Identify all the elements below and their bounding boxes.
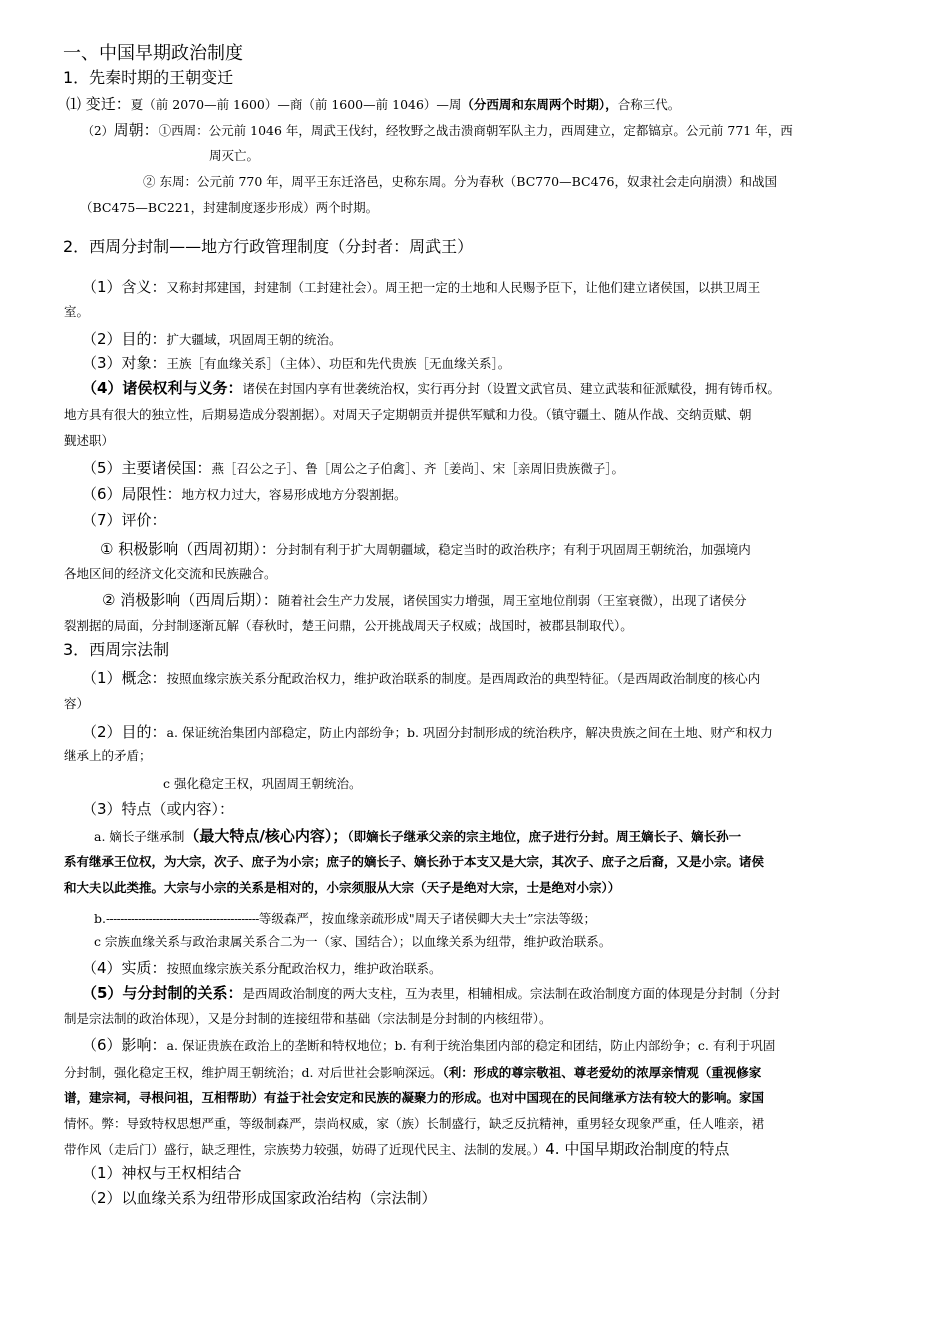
meaning-text: 又称封邦建国，封建制（工封建社会）。周王把一定的土地和人民赐予臣下，让他们建立诸侯国，以拱卫周王 xyxy=(166,280,761,295)
change-emphasis: （分西周和东周两个时期）， xyxy=(461,97,618,112)
feature-b-line xyxy=(94,910,596,928)
section-4-heading: 4. 中国早期政治制度的特点 xyxy=(545,1140,730,1158)
negative-label: ② 消极影响（西周后期）： xyxy=(102,591,278,609)
purpose-line xyxy=(82,331,342,349)
positive-label: ① 积极影响（西周初期）： xyxy=(100,540,276,558)
negative-line xyxy=(102,592,746,610)
essence-label: （4）实质： xyxy=(82,959,167,977)
relation-text-cont: 制是宗法制的政治体现），又是分封制的连接纽带和基础（宗法制是分封制的内核纽带）。 xyxy=(64,1011,552,1026)
influence-line-2 xyxy=(64,1064,761,1082)
purpose-text: 扩大疆域，巩固周王朝的统治。 xyxy=(166,332,342,347)
features-label: （3）特点（或内容）： xyxy=(82,800,235,818)
feature-b-prefix: b. xyxy=(94,911,106,926)
positive-text-cont: 各地区间的经济文化交流和民族融合。 xyxy=(64,566,277,581)
zongfa-purpose-text: a. 保证统治集团内部稳定，防止内部纷争；b. 巩固分封制形成的统治秩序，解决贵族之间在土地、财产和权力 xyxy=(166,725,773,740)
feature-b-text: 等级森严，按血缘亲疏形成"周天子诸侯卿大夫士”宗法等级； xyxy=(258,911,596,926)
feature-a-text: （即嫡长子继承父亲的宗主地位，庶子进行分封。周王嫡长子、嫡长孙一 xyxy=(347,829,742,844)
change-text: 夏（前 2070—前 1600）—商（前 1600—前 1046）—周 xyxy=(130,97,462,112)
rights-text: 诸侯在封国内享有世袭统治权，实行再分封（设置文武官员、建立武装和征派赋役，拥有铸币权。 xyxy=(242,381,780,396)
states-line xyxy=(82,460,624,478)
zongfa-purpose-label: （2）目的： xyxy=(82,723,167,741)
influence-line-5 xyxy=(64,1141,729,1159)
rights-text-cont-1: 地方具有很大的独立性，后期易造成分裂割据）。对周天子定期朝贡并提供军赋和力役。（镇守疆土、随从作战、交纳贡赋、朝 xyxy=(64,407,752,422)
zhou-label: 周朝： xyxy=(113,121,159,139)
relation-label: （5）与分封制的关系： xyxy=(82,984,243,1002)
feature-a-emphasis: （最大特点/核心内容）； xyxy=(184,827,348,845)
influence-line xyxy=(82,1037,775,1055)
positive-text: 分封制有利于扩大周朝疆域，稳定当时的政治秩序；有利于巩固周王朝统治，加强境内 xyxy=(275,542,751,557)
influence-label: （6）影响： xyxy=(82,1036,167,1054)
negative-text-cont: 裂割据的局面，分封制逐渐瓦解（春秋时，楚王问鼎，公开挑战周天子权威；战国时，被郡县制取代）。 xyxy=(64,618,633,633)
change-label: ⑴ 变迁： xyxy=(66,95,131,113)
eval-label: （7）评价： xyxy=(82,511,167,529)
zongfa-purpose-cont-2: c 强化稳定王权，巩固周王朝统治。 xyxy=(163,776,362,791)
feature-a-prefix: a. 嫡长子继承制 xyxy=(94,829,185,844)
meaning-text-cont: 室。 xyxy=(64,304,90,319)
characteristic-1: （1）神权与王权相结合 xyxy=(82,1164,242,1182)
eastern-zhou-text-cont: （BC475—BC221，封建制度逐步形成）两个时期。 xyxy=(80,200,379,215)
influence-text-3: 谱，建宗祠，寻根问祖，互相帮助）有益于社会安定和民族的凝聚力的形成。也对中国现在的民间继承方法有较大的影响。家国 xyxy=(64,1090,765,1105)
zongfa-purpose-line xyxy=(82,724,773,742)
limit-line xyxy=(82,486,407,504)
influence-text-2: 分封制，强化稳定王权，维护周王朝统治；d. 对后世社会影响深远。 xyxy=(64,1065,443,1080)
essence-line xyxy=(82,960,442,978)
zhou-line-1 xyxy=(82,122,793,140)
change-line xyxy=(66,96,680,114)
zhou-number: （2） xyxy=(82,124,114,138)
rights-text-cont-2: 觐述职） xyxy=(64,433,115,448)
concept-label: （1）概念： xyxy=(82,669,167,687)
purpose-label: （2）目的： xyxy=(82,330,167,348)
change-end: 合称三代。 xyxy=(617,97,681,112)
western-zhou-text-cont: 周灭亡。 xyxy=(209,148,260,163)
states-text: 燕［召公之子］、鲁［周公之子伯禽］、齐［姜尚］、宋［亲周旧贵族微子］。 xyxy=(211,461,625,476)
influence-text-4: 情怀。弊：导致特权思想严重，等级制森严，崇尚权威，家（族）长制盛行，缺乏反抗精神，重男轻女现象严重，任人唯亲，裙 xyxy=(64,1116,765,1131)
section-1-heading: 1．先秦时期的王朝变迁 xyxy=(63,68,234,87)
negative-text: 随着社会生产力发展，诸侯国实力增强，周王室地位削弱（王室衰微），出现了诸侯分 xyxy=(277,593,747,608)
section-2-heading: 2．西周分封制——地方行政管理制度（分封者：周武王） xyxy=(63,237,474,256)
feature-c-text: c 宗族血缘关系与政治隶属关系合二为一（家、国结合）；以血缘关系为纽带，维护政治联系。 xyxy=(94,934,612,949)
rights-label: （4）诸侯权利与义务： xyxy=(82,379,243,397)
section-3-heading: 3．西周宗法制 xyxy=(63,640,170,659)
influence-text: a. 保证贵族在政治上的垄断和特权地位；b. 有利于统治集团内部的稳定和团结，防止内部纷争；c. 有利于巩固 xyxy=(166,1038,776,1053)
meaning-line xyxy=(82,279,760,297)
states-label: （5）主要诸侯国： xyxy=(82,459,212,477)
relation-line xyxy=(82,985,780,1003)
feature-a-line xyxy=(94,828,741,846)
concept-text: 按照血缘宗族关系分配政治权力，维护政治联系的制度。是西周政治的典型特征。（是西周政治制度的核心内 xyxy=(166,671,761,686)
feature-a-cont-1: 系有继承王位权，为大宗，次子、庶子为小宗；庶子的嫡长子、嫡长孙于本支又是大宗，其次子、庶子之后裔，又是小宗。诸侯 xyxy=(64,854,765,869)
influence-pros: （利：形成的尊宗敬祖、尊老爱幼的浓厚亲情观（重视修家 xyxy=(442,1065,762,1080)
concept-line xyxy=(82,670,760,688)
limit-label: （6）局限性： xyxy=(82,485,182,503)
object-label: （3）对象： xyxy=(82,354,167,372)
essence-text: 按照血缘宗族关系分配政治权力，维护政治联系。 xyxy=(166,961,442,976)
meaning-label: （1）含义： xyxy=(82,278,167,296)
zongfa-purpose-cont-1: 继承上的矛盾； xyxy=(64,748,152,763)
positive-line xyxy=(100,541,751,559)
western-zhou-text: ①西周：公元前 1046 年，周武王伐纣，经牧野之战击溃商朝军队主力，西周建立，定都镐京。公元前 771 年，西 xyxy=(158,123,793,138)
object-text: 王族［有血缘关系］（主体）、功臣和先代贵族［无血缘关系］。 xyxy=(166,356,511,371)
feature-a-cont-2: 和大夫以此类推。大宗与小宗的关系是相对的，小宗须服从大宗（天子是绝对大宗，士是绝对小宗）） xyxy=(64,880,621,895)
doc-title: 一、中国早期政治制度 xyxy=(63,43,243,64)
eastern-zhou-text: ② 东周：公元前 770 年，周平王东迁洛邑，史称东周。分为春秋（BC770—BC476，奴隶社会走向崩溃）和战国 xyxy=(143,174,777,189)
object-line xyxy=(82,355,510,373)
relation-text: 是西周政治制度的两大支柱，互为表里，相辅相成。宗法制在政治制度方面的体现是分封制（分封 xyxy=(242,986,780,1001)
rights-line xyxy=(82,380,780,398)
concept-text-cont: 容） xyxy=(64,696,90,711)
feature-b-dashes: ------------------------------------------- xyxy=(105,912,259,926)
influence-text-5: 带作风（走后门）盛行，缺乏理性，宗族势力较强，妨碍了近现代民主、法制的发展。） xyxy=(64,1142,546,1157)
characteristic-2: （2）以血缘关系为纽带形成国家政治结构（宗法制） xyxy=(82,1189,437,1207)
limit-text: 地方权力过大，容易形成地方分裂割据。 xyxy=(181,487,407,502)
